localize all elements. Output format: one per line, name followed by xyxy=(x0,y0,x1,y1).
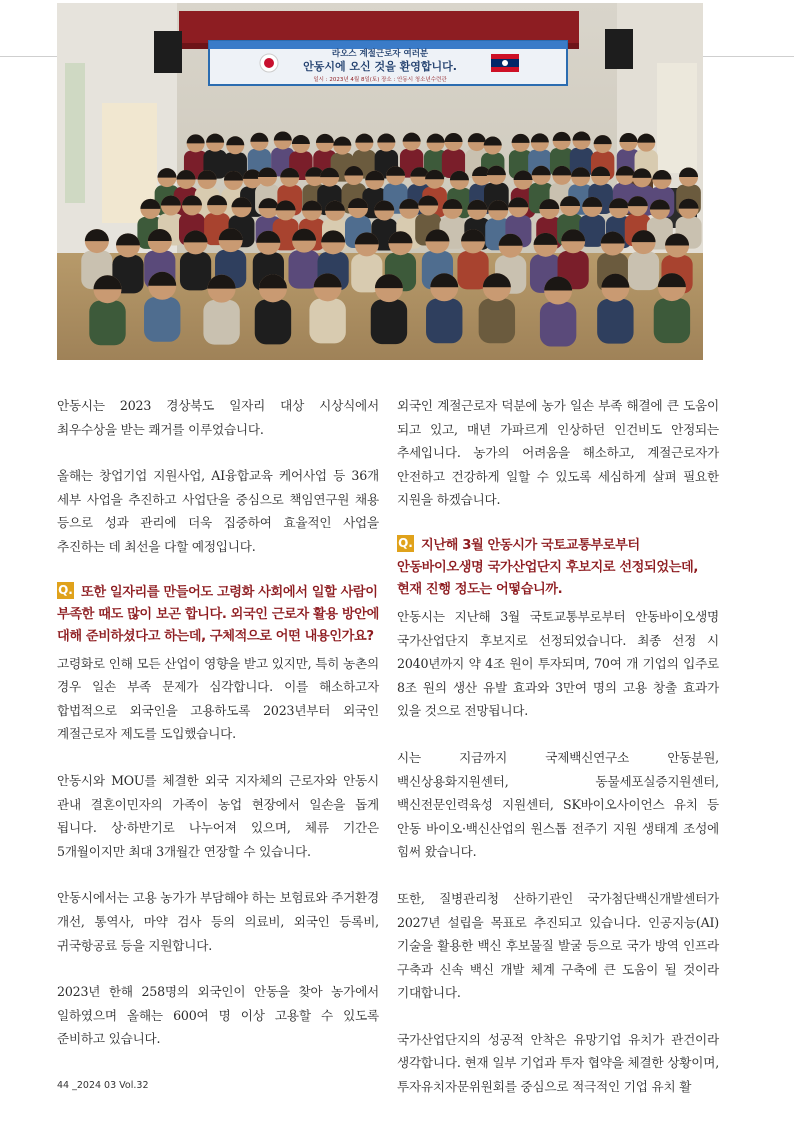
person-body xyxy=(371,299,407,344)
q-badge: Q. xyxy=(398,535,413,550)
person-body xyxy=(309,299,345,344)
person-body xyxy=(654,298,690,343)
paragraph: 고령화로 인해 모든 산업이 영향을 받고 있지만, 특히 농촌의 경우 일손 부족 문제가 심각합니다. 이를 해소하고자 합법적으로 외국인을 고용하도록 2023년부터 외국인 계절근로자 제도를 도입했습니다. xyxy=(57,655,379,742)
paragraph: 올해는 창업기업 지원사업, AI융합교육 케어사업 등 36개 세부 사업을 추진하고 사업단을 중심으로 책임연구원 채용 등으로 성과 관리에 더욱 집중하여 효율적인 사업을 추진하는 데 최선을 다할 예정입니다. xyxy=(57,468,379,554)
paragraph: 2023년 한해 258명의 외국인이 안동을 찾아 농가에서 일하였으며 올해는 600여 명 이상 고용할 수 있도록 준비하고 있습니다. xyxy=(57,984,379,1047)
page-footer: 44 _2024 03 Vol.32 xyxy=(57,1080,149,1091)
question-heading xyxy=(57,582,379,648)
banner-sub: 일시 : 2023년 4월 8일(토) 장소 : 안동시 청소년수련관 xyxy=(313,77,447,83)
paragraph: 안동시는 지난해 3월 국토교통부로부터 안동바이오생명 국가산업단지 후보지로 선정되었습니다. 최종 선정 시 2040년까지 약 4조 원이 투자되며, 70여 개 기업의 입주로 8조 원의 생산 유발 효과와 3만여 명의 고용 창출 효과가 있을 것으로 전망됩니다. xyxy=(397,608,719,719)
right-column xyxy=(397,394,719,1122)
paragraph: 국가산업단지의 성공적 안착은 유망기업 유치가 관건이라 생각합니다. 현재 일부 기업과 투자 협약을 체결한 상황이며, 투자유치자문위원회를 중심으로 적극적인 기업 유치 활 xyxy=(397,1031,719,1095)
person-body xyxy=(479,298,515,343)
camera-speaker-left xyxy=(154,31,182,73)
person-body xyxy=(180,252,211,290)
paragraph: 또한, 질병관리청 산하기관인 국가첨단백신개발센터가 2027년 설립을 목표로 추진되고 있습니다. 인공지능(AI) 기술을 활용한 백신 후보물질 발굴 등으로 국가 방역 인프라 구축과 신속 백신 개발 체계 구축에 큰 도움이 될 것이라 기대합니다. xyxy=(397,890,719,1001)
person-body xyxy=(597,299,633,344)
person-body xyxy=(203,300,239,345)
paragraph: 시는 지금까지 국제백신연구소 안동분원, 백신상용화지원센터, 동물세포실증지원센터, 백신전문인력육성 지원센터, SK바이오사이언스 유치 등 안동 바이오·백신산업의 원스톱 전주기 지원 생태계 조성에 힘써 왔습니다. xyxy=(397,749,719,860)
person-body xyxy=(426,299,462,344)
left-column xyxy=(57,394,379,1074)
header-rule-left xyxy=(0,56,57,57)
paragraph: 안동시와 MOU를 체결한 외국 지자체의 근로자와 안동시 관내 결혼이민자의 가족이 농업 현장에서 일손을 돕게 됩니다. 상·하반기로 나누어져 있으며, 체류 기간은 5개월이지만 최대 3개월간 연장할 수 있습니다. xyxy=(57,772,379,859)
question-heading xyxy=(397,535,719,601)
header-rule-right xyxy=(703,56,794,57)
paragraph: 안동시에서는 고용 농가가 부담해야 하는 보험료와 주거환경 개선, 통역사, 마약 검사 등의 의료비, 외국인 등록비, 귀국항공료 등을 지원합니다. xyxy=(57,890,379,953)
person-body xyxy=(255,300,291,345)
person-body xyxy=(628,252,659,290)
person-body xyxy=(144,297,180,342)
group-photo xyxy=(57,3,703,360)
person-body xyxy=(540,302,576,347)
paragraph: 안동시는 2023 경상북도 일자리 대상 시상식에서 최우수상을 받는 쾌거를 이루었습니다. xyxy=(57,398,379,437)
paragraph: 외국인 계절근로자 덕분에 농가 일손 부족 해결에 큰 도움이 되고 있고, 매년 가파르게 인상하던 인건비도 안정되는 추세입니다. 농가의 어려움을 해소하고, 계절근로자가 안전하고 건강하게 일할 수 있도록 세심하게 살펴 필요한 지원을 하겠습니다. xyxy=(397,398,719,508)
person-body xyxy=(89,300,125,345)
banner-line1: 라오스 계절근로자 여러분 xyxy=(331,49,429,59)
banner-line2: 안동시에 오신 것을 환영합니다. xyxy=(303,60,457,73)
camera-speaker-right xyxy=(605,29,633,69)
question-text: 지난해 3월 안동시가 국토교통부로부터 안동바이오생명 국가산업단지 후보지로 선정되었는데, 현재 진행 정도는 어떻습니까. xyxy=(397,537,698,597)
question-text: 또한 일자리를 만들어도 고령화 사회에서 일할 사람이 부족한 때도 많이 보곤 합니다. 외국인 근로자 활용 방안에 대해 준비하셨다고 하는데, 구체적으로 어떤 내용인가요? xyxy=(57,584,379,644)
q-badge: Q. xyxy=(58,582,73,597)
